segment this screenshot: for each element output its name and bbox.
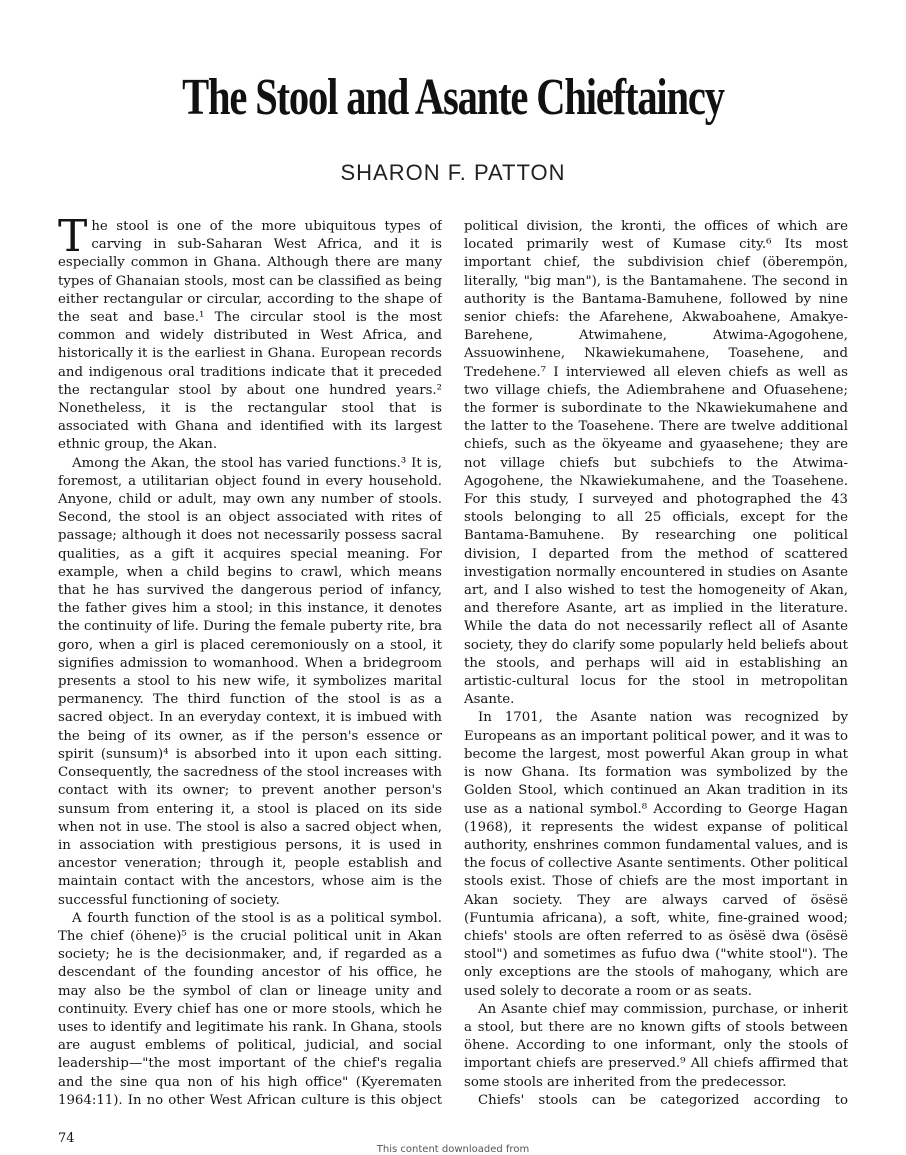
article-title: The Stool and Asante Chieftaincy xyxy=(182,69,724,126)
author-name: SHARON F. PATTON xyxy=(340,160,566,185)
drop-cap: T xyxy=(58,218,88,262)
download-note: This content downloaded from xyxy=(376,1144,530,1155)
paragraph: Among the Akan, the stool has varied functions.³ It is, foremost, a utilitarian object found in every household. Anyone, child or adult, may own any number of stools. Second, the stool is an object associated with rites of passage; although it does not necessarily possess sacral qualities, as a gift it acquires special meaning. For example, when a child begins to crawl, which means that he has survived the dangerous period of infancy, the father gives him a stool; in this instance, it denotes the continuity of life. During the female puberty rite, bra goro, when a girl is placed ceremoniously on a stool, it signifies admission to womanhood. When a bridegroom presents a stool to his new wife, it symbolizes marital permanency. The third function of the stool is as a sacred object. In an everyday context, it is imbued with the being of its owner, as if the person's essence or spirit (sunsum)⁴ is absorbed into it upon each sitting. Consequently, the sacredness of the stool increases with contact with its owner; to prevent another person's sunsum from entering it, a stool is placed on its side when not in use. The stool is also a sacred object when, in association with prestigious persons, it is used in ancestor veneration; through it, people establish and maintain contact with the ancestors, whose aim is the successful functioning of society. xyxy=(58,455,442,908)
paragraph: An Asante chief may commission, purchase, or inherit a stool, but there are no known gifts of stools between öhene. According to one informant, only the stools of important chiefs are preserved.⁹ All chiefs affirmed that some stools are inherited from the predecessor. xyxy=(464,1001,848,1090)
paragraph: In 1701, the Asante nation was recognized by Europeans as an important political power, and it was to become the largest, most powerful Akan group in what is now Ghana. Its formation was symbolized by the Golden Stool, which continued an Akan tradition in its use as a national symbol.⁸ According to George Hagan (1968), it represents the widest expanse of political authority, enshrines common fundamental values, and is the focus of collective Asante sentiments. Other political stools exist. Those of chiefs are the most important in Akan society. They are always carved of ösësë (Funtumia africana), a soft, white, fine-grained wood; chiefs' stools are often referred to as ösësë dwa (ösësë stool") and sometimes as fufuo dwa ("white stool"). The only exceptions are the stools of mahogany, which are used solely to decorate a room or as seats. xyxy=(464,710,848,999)
right-column xyxy=(464,218,848,1108)
paragraph: political division, the kronti, the offices of which are located primarily west of Kumase city.⁶ Its most important chief, the subdivision chief (öberempön, literally, "big man"), is the Bantamahene. The second in authority is the Bantama-Bamuhene, followed by nine senior chiefs: the Afarehene, Akwaboahene, Amakye-Barehene, Atwimahene, Atwima-Agogohene, Assuowinhene, Nkawiekumahene, Toasehene, and Tredehene.⁷ I interviewed all eleven chiefs as well as two village chiefs, the Adiembrahene and Ofuasehene; the former is subordinate to the Nkawiekumahene and the latter to the Toasehene. There are twelve additional chiefs, such as the ökyeame and gyaasehene; they are not village chiefs but subchiefs to the Atwima-Agogohene, the Nkawiekumahene, and the Toasehene. For this study, I surveyed and photographed the 43 stools belonging to all 25 officials, except for the Bantama-Bamuhene. By researching one political division, I departed from the method of scattered investigation normally encountered in studies on Asante art, and I also wished to test the homogeneity of Akan, and therefore Asante, art as implied in the literature. While the data do not necessarily reflect all of Asante society, they do clarify some popularly held beliefs about the stools, and perhaps will aid in establishing an artistic-cultural locus for the stool in metropolitan Asante. xyxy=(464,219,848,708)
page-number: 74 xyxy=(58,1131,75,1146)
left-column xyxy=(58,218,442,1108)
paragraph xyxy=(58,218,442,455)
paragraph: A fourth function of the stool is as a political symbol. The chief (öhene)⁵ is the crucial political unit in Akan society; he is the decisionmaker, and, if regarded as a descendant of the founding ancestor of his office, he may also be the symbol of clan or lineage unity and continuity. Every chief has one or more stools, which he uses to identify and legitimate his rank. In Ghana, stools are august emblems of political, judicial, and social leadership—"the most important of the chief's regalia and the sine qua non of his high office" (Kyerematen 1964:11). In no other West African culture is this object xyxy=(58,910,442,1108)
paragraph-text: he stool is one of the more ubiquitous types of carving in sub-Saharan West Africa, and it is especially common in Ghana. Although there are many types of Ghanaian stools, most can be classified as being either rectangular or circular, according to the shape of the seat and base.¹ The circular stool is the most common and widely distributed in West Africa, and historically it is the earliest in Ghana. European records and indigenous oral traditions indicate that it preceded the rectangular stool by about one hundred years.² Nonetheless, it is the rectangular stool that is associated with Ghana and identified with its largest ethnic group, the Akan. xyxy=(58,219,442,453)
paragraph: Chiefs' stools can be categorized according to xyxy=(478,1092,848,1108)
